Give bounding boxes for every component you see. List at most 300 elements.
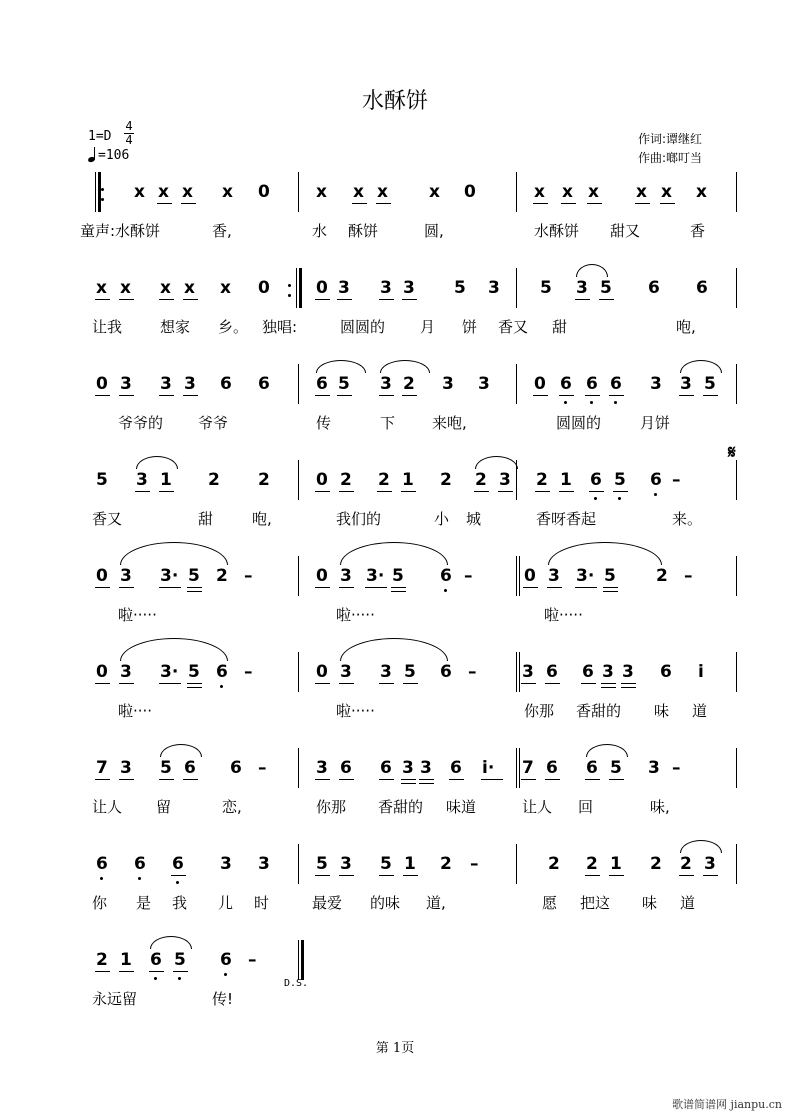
note: 3 [160,374,172,394]
underline-beam [183,779,198,780]
underline-beam [171,875,186,876]
underline-beam [119,971,134,972]
underline-beam [119,299,134,300]
lyric: 让人 [92,798,123,816]
underline-beam [95,779,110,780]
note: 3· [160,566,179,586]
note: 3 [340,854,352,874]
note: 3 [120,566,132,586]
lyric: 儿 [218,894,234,912]
underline-beam [315,587,330,588]
lyric: 月饼 [640,414,671,432]
lyric: 啦···· [118,702,153,720]
bar-line-double [299,268,302,308]
note: 6 [560,374,572,394]
underline-beam [173,971,188,972]
note: x [160,278,171,298]
bar-line-double [301,940,304,980]
underline-beam [159,587,181,588]
note: 5 [604,566,616,586]
bar-line [736,172,737,212]
underline-beam [581,683,596,684]
note: 3 [622,662,634,682]
underline-beam [315,395,330,396]
note: 0 [316,566,328,586]
note: 3 [340,566,352,586]
bar-line [736,844,737,884]
underline-beam [187,687,202,688]
note: 3 [380,662,392,682]
note: x [182,182,193,202]
bar-line-double [519,748,520,788]
underline-beam [679,395,694,396]
bar-line [516,268,517,308]
note: – [672,470,681,490]
note: 6 [582,662,594,682]
bar-line [516,172,517,212]
lyric: 啦····· [336,702,375,720]
slur [340,542,448,565]
bar-line [298,844,299,884]
note: 6 [440,566,452,586]
lyric: 下 [380,414,396,432]
slur [136,456,178,469]
note: 5 [454,278,466,298]
underline-beam [187,591,202,592]
note: 6 [172,854,184,874]
note: 6 [150,950,162,970]
note: 6 [650,470,662,490]
underline-beam [402,299,417,300]
underline-beam [391,587,406,588]
note: 3 [704,854,716,874]
underline-beam [599,299,614,300]
note: 6 [258,374,270,394]
repeat-dot [288,294,291,297]
underline-beam [403,683,418,684]
note: x [377,182,388,202]
note: 1 [610,854,622,874]
underline-beam [379,395,394,396]
underline-beam [157,203,172,204]
underline-beam [474,491,489,492]
underline-beam [521,683,536,684]
underline-beam [401,779,416,780]
note: 2 [548,854,560,874]
underline-beam [135,491,150,492]
underline-beam [401,783,416,784]
note: – [470,854,479,874]
lyric: 城 [466,510,482,528]
note: 5 [704,374,716,394]
underline-beam [523,587,538,588]
underline-beam [621,687,636,688]
note: 6 [546,758,558,778]
note: 0 [534,374,546,394]
low-octave-dot [176,881,179,884]
note: 3 [316,758,328,778]
bar-line [736,748,737,788]
note: – [244,662,253,682]
lyric: 味, [650,798,670,816]
lyric: 我们的 [336,510,382,528]
lyric: 甜 [552,318,568,336]
ds-marking: D.S. [284,978,309,989]
bar-line [298,460,299,500]
note: 6 [590,470,602,490]
lyric: 童声:水酥饼 [80,222,161,240]
low-octave-dot [614,401,617,404]
note: 3 [522,662,534,682]
note: x [184,278,195,298]
bar-line [516,748,517,788]
underline-beam [159,779,174,780]
underline-beam [119,779,134,780]
underline-beam [391,591,406,592]
note: x [120,278,131,298]
note: 3 [488,278,500,298]
note: 5 [188,662,200,682]
underline-beam [187,587,202,588]
note: 1 [404,854,416,874]
underline-beam [119,683,134,684]
note: 6 [380,758,392,778]
note: 3 [680,374,692,394]
slur [120,638,228,661]
underline-beam [613,491,628,492]
lyric: 最爱 [312,894,343,912]
note: 3 [120,758,132,778]
note: 6 [184,758,196,778]
note: i̇ [698,662,704,682]
watermark: 歌谱简谱网 jianpu.cn [672,1098,782,1111]
lyric: 传 [316,414,332,432]
underline-beam [585,395,600,396]
underline-beam [159,683,181,684]
note: 1 [160,470,172,490]
note: 6 [660,662,672,682]
underline-beam [587,203,602,204]
underline-beam [545,683,560,684]
bar-line [736,652,737,692]
note: 6 [96,854,108,874]
underline-beam [547,587,562,588]
lyric: 爷爷的 [118,414,164,432]
note: 1 [120,950,132,970]
underline-beam [119,395,134,396]
lyric: 味 [654,702,670,720]
slur [586,744,628,757]
underline-beam [703,395,718,396]
note: – [248,950,257,970]
note: 2 [258,470,270,490]
low-octave-dot [594,497,597,500]
low-octave-dot [590,401,593,404]
note: 3· [366,566,385,586]
note: 6 [586,374,598,394]
low-octave-dot [220,685,223,688]
underline-beam [561,203,576,204]
note: 3 [576,278,588,298]
underline-beam [449,779,464,780]
low-octave-dot [224,973,227,976]
underline-beam [95,395,110,396]
lyric: 味 [642,894,658,912]
note: x [96,278,107,298]
note: 3 [442,374,454,394]
lyric: 甜 [198,510,214,528]
note: 0 [96,374,108,394]
lyric: 啦····· [544,606,583,624]
underline-beam [481,779,503,780]
lyric: 道 [692,702,708,720]
note: 3 [120,374,132,394]
lyric: 永远留 [92,990,138,1008]
note: 2 [440,470,452,490]
underline-beam [545,779,560,780]
underline-beam [660,203,675,204]
underline-beam [585,779,600,780]
note: 5 [392,566,404,586]
note: 2 [340,470,352,490]
lyric: 道 [680,894,696,912]
underline-beam [187,683,202,684]
lyric: 独唱: [262,318,298,336]
underline-beam [376,203,391,204]
note: 6 [586,758,598,778]
slur [340,638,448,661]
note: – [684,566,693,586]
note: x [588,182,599,202]
underline-beam [159,491,174,492]
note: 6 [134,854,146,874]
slur [160,744,202,757]
underline-beam [533,203,548,204]
underline-beam [703,875,718,876]
page-number: 第 1页 [375,1041,415,1056]
note: 3 [340,662,352,682]
note: 2 [440,854,452,874]
note: 6 [220,950,232,970]
lyric: 小 [434,510,450,528]
underline-beam [159,395,174,396]
note: 3 [258,854,270,874]
underline-beam [149,971,164,972]
underline-beam [403,875,418,876]
note: 6 [340,758,352,778]
lyric: 乡。 [218,318,249,336]
underline-beam [601,687,616,688]
underline-beam [95,971,110,972]
underline-beam [379,299,394,300]
time-signature-bottom: 4 [125,133,133,147]
underline-beam [401,491,416,492]
slur [380,360,430,373]
note: x [353,182,364,202]
low-octave-dot [618,497,621,500]
composer-credit: 作曲:啷叮当 [638,151,703,165]
note: 5 [380,854,392,874]
note: x [661,182,672,202]
underline-beam [315,299,330,300]
underline-beam [352,203,367,204]
note: 2 [96,950,108,970]
lyric: 让我 [92,318,123,336]
bar-line [95,172,96,212]
lyric: 让人 [522,798,553,816]
note: 6 [316,374,328,394]
note: – [672,758,681,778]
note: x [134,182,145,202]
note: 3 [120,662,132,682]
underline-beam [379,875,394,876]
lyric: 你 [92,894,108,912]
lyric: 恋, [222,798,242,816]
note: 6 [216,662,228,682]
bar-line [736,460,737,500]
underline-beam [339,683,354,684]
underline-beam [609,875,624,876]
repeat-dot [288,284,291,287]
lyric: 香甜的 [378,798,424,816]
note: 5 [610,758,622,778]
note: i̇· [482,758,495,778]
note: 3 [136,470,148,490]
note: 5 [96,470,108,490]
underline-beam [609,779,624,780]
lyric: 来。 [672,510,703,528]
underline-beam [315,683,330,684]
lyric: 的味 [370,894,401,912]
underline-beam [119,587,134,588]
note: 2 [403,374,415,394]
note: 3 [338,278,350,298]
lyric: 来咆, [432,414,467,432]
lyric: 啦····· [336,606,375,624]
note: 0 [316,662,328,682]
note: 5 [188,566,200,586]
repeat-dot [101,188,104,191]
note: 6 [230,758,242,778]
note: 3 [403,278,415,298]
bar-line [516,364,517,404]
note: 5 [404,662,416,682]
lyric: 是 [136,894,152,912]
lyric: 爷爷 [198,414,229,432]
bar-line [736,268,737,308]
bar-line [516,652,517,692]
underline-beam [559,395,574,396]
note: 3 [648,758,660,778]
underline-beam [419,783,434,784]
underline-beam [95,683,110,684]
lyric: 你那 [524,702,555,720]
note: 5 [338,374,350,394]
underline-beam [535,491,550,492]
note: – [468,662,477,682]
underline-beam [95,587,110,588]
note: 0 [96,662,108,682]
bar-line-double [519,556,520,596]
bar-line [516,844,517,884]
underline-beam [315,875,330,876]
note: – [464,566,473,586]
note: x [636,182,647,202]
lyric: 圆圆的 [556,414,602,432]
lyric: 愿 [542,894,558,912]
lyric: 想家 [160,318,191,336]
low-octave-dot [100,877,103,880]
note: 3· [160,662,179,682]
underline-beam [635,203,650,204]
note: 3 [650,374,662,394]
lyric: 咆, [676,318,696,336]
lyric: 味道 [446,798,477,816]
lyric: 香 [690,222,706,240]
slur [150,936,192,949]
underline-beam [339,491,354,492]
underline-beam [521,779,536,780]
underline-beam [603,591,618,592]
note: 6 [696,278,708,298]
note: 6 [450,758,462,778]
note: 2 [650,854,662,874]
note: 2 [216,566,228,586]
note: 5 [316,854,328,874]
underline-beam [679,875,694,876]
lyricist-credit: 作词:谭继红 [638,132,703,146]
note: 7 [96,758,108,778]
key-signature: 1=D [88,129,112,144]
note: 0 [316,470,328,490]
bar-line [298,652,299,692]
bar-line [736,556,737,596]
lyric: 饼 [462,318,478,336]
note: 3· [576,566,595,586]
note: 0 [96,566,108,586]
lyric: 圆, [424,222,444,240]
song-title: 水酥饼 [361,89,428,114]
note: 6 [610,374,622,394]
underline-beam [339,875,354,876]
note: 0 [258,278,270,298]
note: 5 [600,278,612,298]
note: 3 [184,374,196,394]
slur [680,360,722,373]
note: 0 [464,182,476,202]
underline-beam [601,683,616,684]
note: 2 [208,470,220,490]
underline-beam [419,779,434,780]
bar-line [298,748,299,788]
note: 2 [378,470,390,490]
underline-beam [609,395,624,396]
note: x [534,182,545,202]
lyric: 圆圆的 [340,318,386,336]
lyric: 道, [426,894,446,912]
lyric: 啦····· [118,606,157,624]
slur [548,542,662,565]
note: 2 [475,470,487,490]
underline-beam [339,779,354,780]
note: 2 [536,470,548,490]
lyric: 香甜的 [576,702,622,720]
lyric: 香, [212,222,232,240]
underline-beam [181,203,196,204]
note: x [316,182,327,202]
note: 3 [402,758,414,778]
slur [120,542,228,565]
